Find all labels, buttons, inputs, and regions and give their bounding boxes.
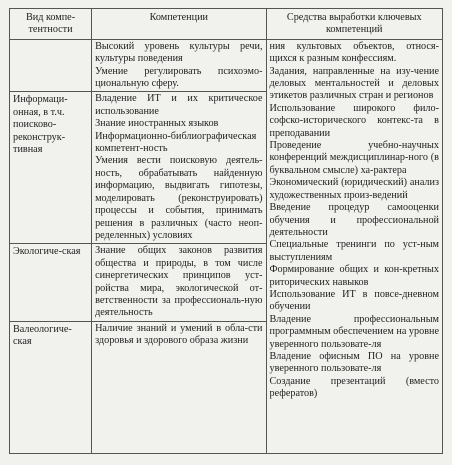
means-item: ния культовых объектов, относя-щихся к разным конфессиям. [269,40,439,65]
kind-cell [10,244,92,321]
means-item: Владение офисным ПО на уровне уверенного пользовате-ля [269,350,439,375]
competencies-cell [92,39,266,92]
competency-item: Знание иностранных языков [95,118,219,130]
competency-item: Высокий уровень культуры речи, культуры поведения [95,40,263,65]
means-item: Введение процедур самооценки обучения и профессиональной деятельности [269,202,439,238]
competencies-cell [92,244,266,321]
competency-item: Умения вести поисковую деятель-ность, обрабатывать найденную информацию, выдвигать гипотезы, моделировать (реконструировать) процессы и события, принимать решения в различных (часто неоп-ределенных) условиях [95,155,263,241]
kind-cell [10,321,92,453]
kind-label: Валеологиче-ская [13,323,72,348]
means-item: Использование ИТ в повсе-дневном обучении [269,288,439,313]
means-item: Экономический (юридический) анализ художественных произ-ведений [269,177,439,201]
competency-item: Наличие знаний и умений в обла-сти здоровья и здорового образа жизни [95,322,263,347]
kind-cell [10,92,92,244]
table-row [10,39,443,92]
header-means: Средства выработки ключевых компетенций [266,9,443,40]
competence-table [9,8,443,454]
kind-label: Экологиче-ская [13,246,81,258]
competency-item: Знание общих законов развития общества и природы, в том числе синергетических принципов уст-ройства мира, экологической от-ветственности за профессиональ-ную деятельность [95,245,263,319]
competencies-cell [92,92,266,244]
kind-cell [10,39,92,92]
means-item: Специальные тренинги по уст-ным выступлениям [269,239,439,263]
kind-label: Информаци-онная, в т.ч. поисково-реконструк-тивная [13,94,68,156]
competency-item: Владение ИТ и их критическое использование [95,93,263,117]
competencies-cell [92,321,266,453]
table-header-row [10,9,443,40]
competency-item: Информационно-библиографическая компетент-ность [95,130,257,155]
means-item: Использование широкого фило-софско-исторического контекс-та в преподавании [269,102,439,139]
means-item: Создание презентаций (вместо рефератов) [269,375,439,400]
means-cell [266,39,443,453]
means-item: Задания, направленные на изу-чение деловых ментальностей и деловых этикетов различных стран и регионов [269,65,439,102]
means-item: Проведение учебно-научных конференций междисциплинар-ного (в буквальном смысле) ха-рактера [269,140,439,176]
header-kind: Вид компе-тентности [10,9,92,40]
header-competencies: Компетенции [92,9,266,40]
competency-item: Умение регулировать психоэмо-циональную сферу. [95,65,263,90]
means-item: Владение профессиональным программным обеспечением на уровне уверенного пользовате-ля [269,313,439,350]
means-item: Формирование общих и кон-кретных риторических навыков [269,264,439,288]
